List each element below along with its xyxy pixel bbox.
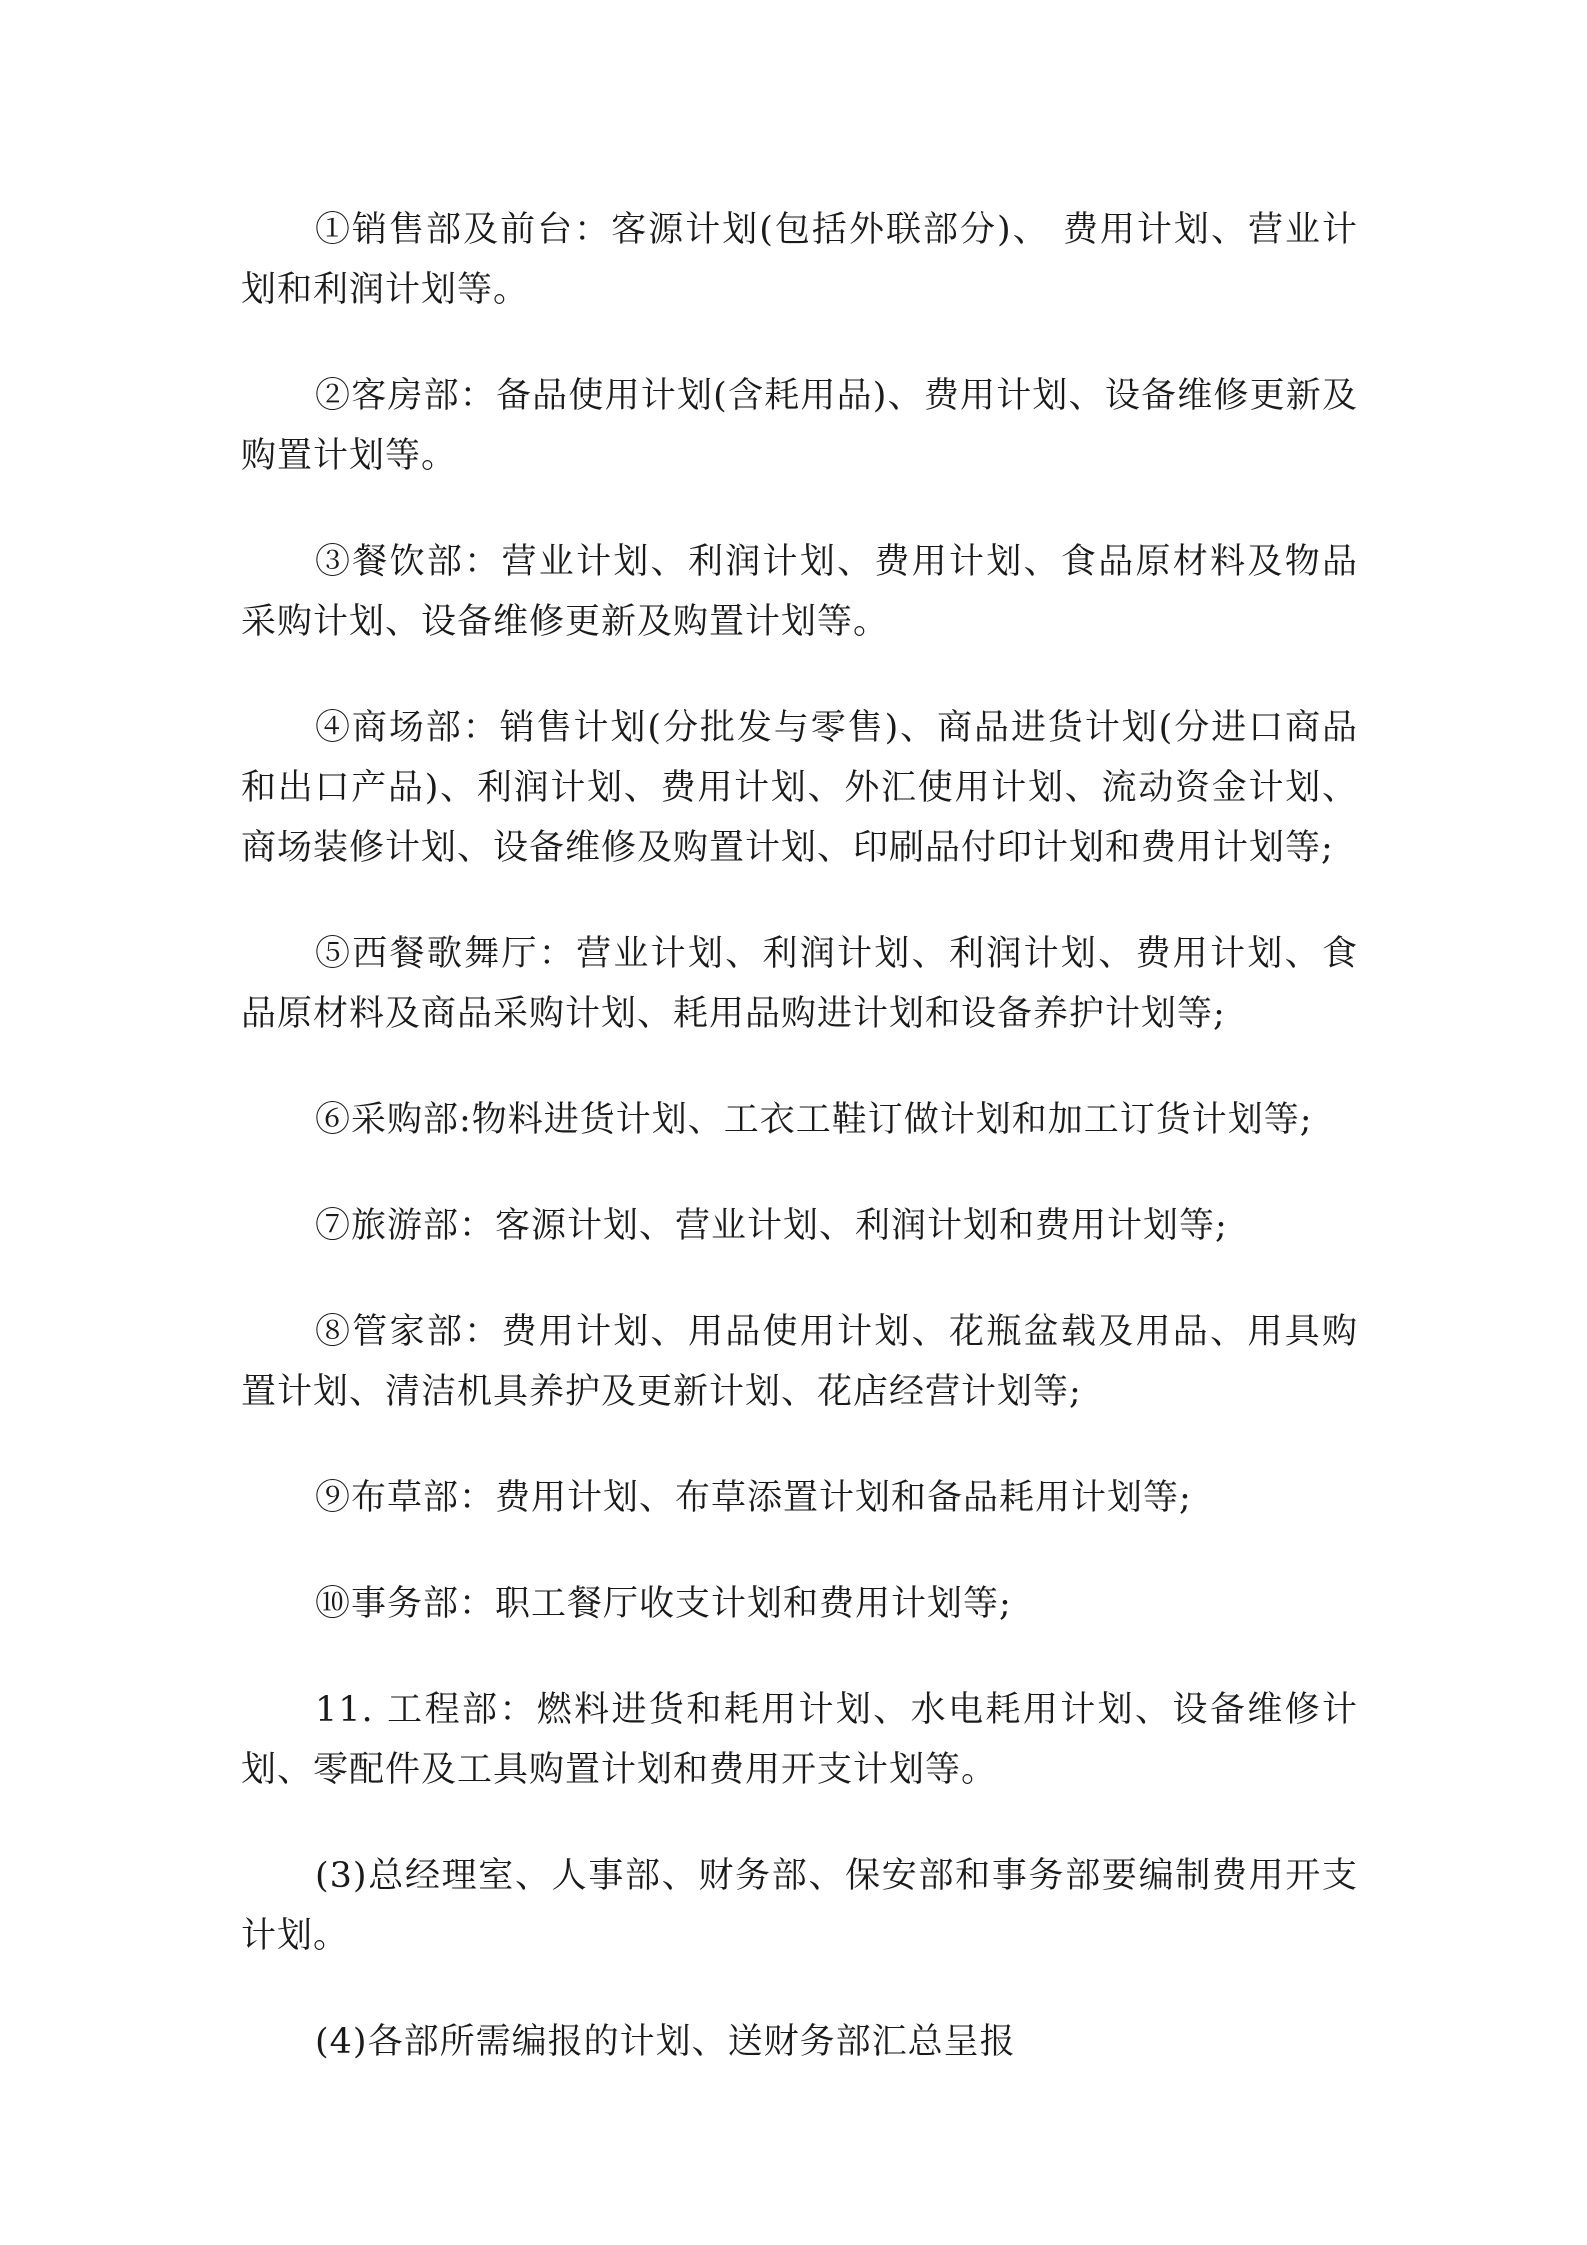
paragraph-linen: ⑨布草部：费用计划、布草添置计划和备品耗用计划等; (315, 1478, 1192, 1518)
paragraph-food-beverage: ③餐饮部：营业计划、利润计划、费用计划、食品原材料及物品采购计划、设备维修更新及购置计划等。 (241, 542, 1358, 642)
paragraph-tourism: ⑦旅游部：客源计划、营业计划、利润计划和费用计划等; (315, 1206, 1228, 1246)
paragraph-expense-plan: (3)总经理室、人事部、财务部、保安部和事务部要编制费用开支计划。 (241, 1856, 1358, 1956)
paragraph-western-restaurant: ⑤西餐歌舞厅：营业计划、利润计划、利润计划、费用计划、食品原材料及商品采购计划、耗用品购进计划和设备养护计划等; (241, 934, 1358, 1034)
paragraph-report-submission: (4)各部所需编报的计划、送财务部汇总呈报 (315, 2022, 1016, 2062)
paragraph-purchasing: ⑥采购部:物料进货计划、工衣工鞋订做计划和加工订货计划等; (315, 1100, 1313, 1140)
paragraph-sales-front-desk: ①销售部及前台：客源计划(包括外联部分)、 费用计划、营业计划和利润计划等。 (241, 210, 1358, 310)
paragraph-housekeeping: ②客房部：备品使用计划(含耗用品)、费用计划、设备维修更新及购置计划等。 (241, 376, 1358, 476)
document-body (241, 200, 1358, 2118)
paragraph-stewarding: ⑧管家部：费用计划、用品使用计划、花瓶盆载及用品、用具购置计划、清洁机具养护及更新计划、花店经营计划等; (241, 1312, 1358, 1412)
paragraph-general-affairs: ⑩事务部：职工餐厅收支计划和费用计划等; (315, 1584, 1012, 1624)
paragraph-shopping-mall: ④商场部：销售计划(分批发与零售)、商品进货计划(分进口商品和出口产品)、利润计划、费用计划、外汇使用计划、流动资金计划、商场装修计划、设备维修及购置计划、印刷品付印计划和费用计划等; (241, 708, 1358, 868)
paragraph-engineering: 11. 工程部：燃料进货和耗用计划、水电耗用计划、设备维修计划、零配件及工具购置计划和费用开支计划等。 (241, 1690, 1358, 1790)
